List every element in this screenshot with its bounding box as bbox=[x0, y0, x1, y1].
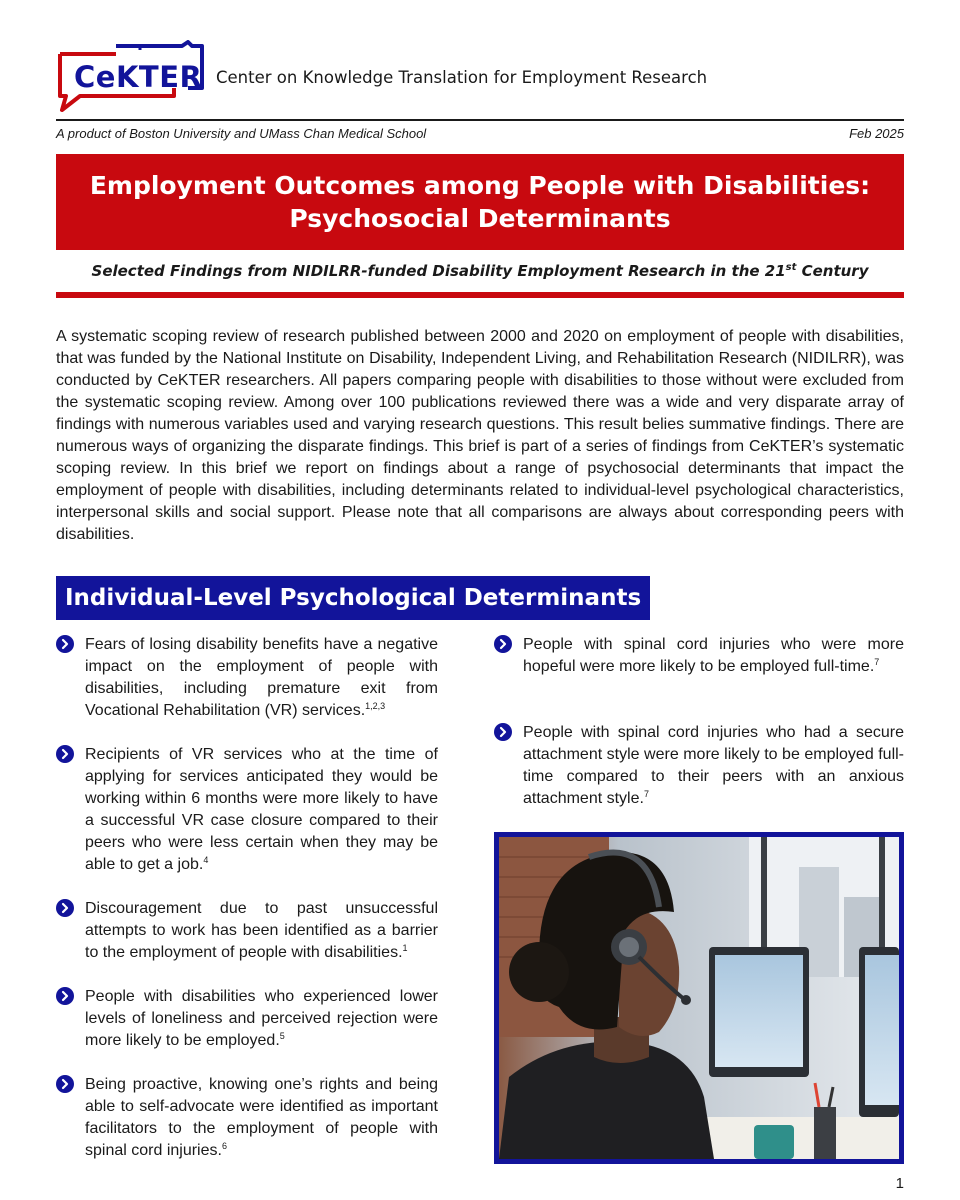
citation-ref: 7 bbox=[643, 789, 649, 799]
citation-ref: 5 bbox=[279, 1031, 285, 1041]
section-heading-text: Individual-Level Psychological Determinants bbox=[65, 585, 642, 611]
subtitle-tail: Century bbox=[796, 262, 869, 280]
subtitle bbox=[56, 262, 904, 280]
center-name: Center on Knowledge Translation for Employment Research bbox=[216, 68, 708, 87]
list-item bbox=[56, 744, 438, 876]
chevron-right-icon bbox=[494, 635, 512, 653]
subtitle-superscript: st bbox=[785, 262, 797, 273]
subtitle-divider bbox=[56, 292, 904, 298]
photo-illustration bbox=[499, 837, 899, 1159]
bullet-text: People with disabilities who experienced lower levels of loneliness and perceived rejection were more likely to be employed.$^5$ bbox=[85, 988, 438, 1049]
citation-ref: 7 bbox=[874, 657, 880, 667]
publication-date: Feb 2025 bbox=[849, 126, 904, 141]
subtitle-text: Selected Findings from NIDILRR-funded Disability Employment Research in the 21 bbox=[91, 262, 786, 280]
page-number: 1 bbox=[895, 1175, 904, 1192]
citation-ref: 1,2,3 bbox=[365, 701, 386, 711]
chevron-right-icon bbox=[56, 745, 74, 763]
cekter-logo bbox=[56, 40, 206, 116]
header-divider bbox=[56, 119, 904, 121]
section-heading bbox=[56, 576, 650, 620]
citation-ref: 6 bbox=[221, 1141, 227, 1151]
list-item bbox=[56, 898, 438, 964]
product-line: A product of Boston University and UMass Chan Medical School bbox=[56, 126, 427, 141]
title-banner bbox=[56, 154, 904, 250]
bullet-text: People with spinal cord injuries who had a secure attachment style were more likely to be employed full-time compared to their peers with an anxious attachment style.$^7$ bbox=[523, 724, 904, 807]
list-item bbox=[494, 634, 904, 678]
chevron-right-icon bbox=[56, 987, 74, 1005]
citation-ref: 4 bbox=[203, 855, 209, 865]
citation-ref: 1 bbox=[402, 943, 408, 953]
call-center-photo bbox=[494, 832, 904, 1164]
bullet-text: Being proactive, knowing one’s rights and being able to self-advocate were identified as important facilitators to the employment of people with spinal cord injuries.$^6$ bbox=[85, 1076, 438, 1159]
list-item bbox=[494, 722, 904, 810]
title-line-1: Employment Outcomes among People with Disabilities: bbox=[89, 171, 871, 200]
list-item bbox=[56, 986, 438, 1052]
chevron-right-icon bbox=[56, 635, 74, 653]
intro-paragraph: A systematic scoping review of research published between 2000 and 2020 on employment of people with disabilities, that was funded by the National Institute on Disability, Independent Living, and Rehabilitation Research (NIDILRR), was conducted by CeKTER researchers. All papers comparing people with disabilities to those without were excluded from the systematic scoping review. Among over 100 publications reviewed there was a wide and very disparate array of findings with numerous variables used and varying research questions. This result belies summative findings. There are numerous ways of organizing the disparate findings. This brief is part of a series of findings from CeKTER’s systematic scoping review. In this brief we report on findings about a range of psychosocial determinants that impact the employment of people with disabilities, including determinants related to individual-level psychological characteristics, interpersonal skills and social support. Please note that all comparisons are always about corresponding peers with disabilities. bbox=[56, 328, 904, 543]
chevron-right-icon bbox=[494, 723, 512, 741]
list-item bbox=[56, 634, 438, 722]
title-line-2: Psychosocial Determinants bbox=[289, 204, 671, 233]
bullet-text: People with spinal cord injuries who were more hopeful were more likely to be employed full-time.$^7$ bbox=[523, 636, 904, 675]
bullet-text: Recipients of VR services who at the time of applying for services anticipated they would be working within 6 months were more likely to have a successful VR case closure compared to their peers who were less certain when they may be able to get a job.$^4$ bbox=[85, 746, 438, 873]
chevron-right-icon bbox=[56, 899, 74, 917]
list-item bbox=[56, 1074, 438, 1162]
chevron-right-icon bbox=[56, 1075, 74, 1093]
bullet-text: Fears of losing disability benefits have a negative impact on the employment of people with disabilities, including premature exit from Vocational Rehabilitation (VR) services.$^{1,2,3}$ bbox=[85, 636, 438, 719]
bullet-text: Discouragement due to past unsuccessful attempts to work has been identified as a barrier to the employment of people with disabilities.$^1$ bbox=[85, 900, 438, 961]
logo-wordmark: CeKTER bbox=[74, 60, 203, 94]
